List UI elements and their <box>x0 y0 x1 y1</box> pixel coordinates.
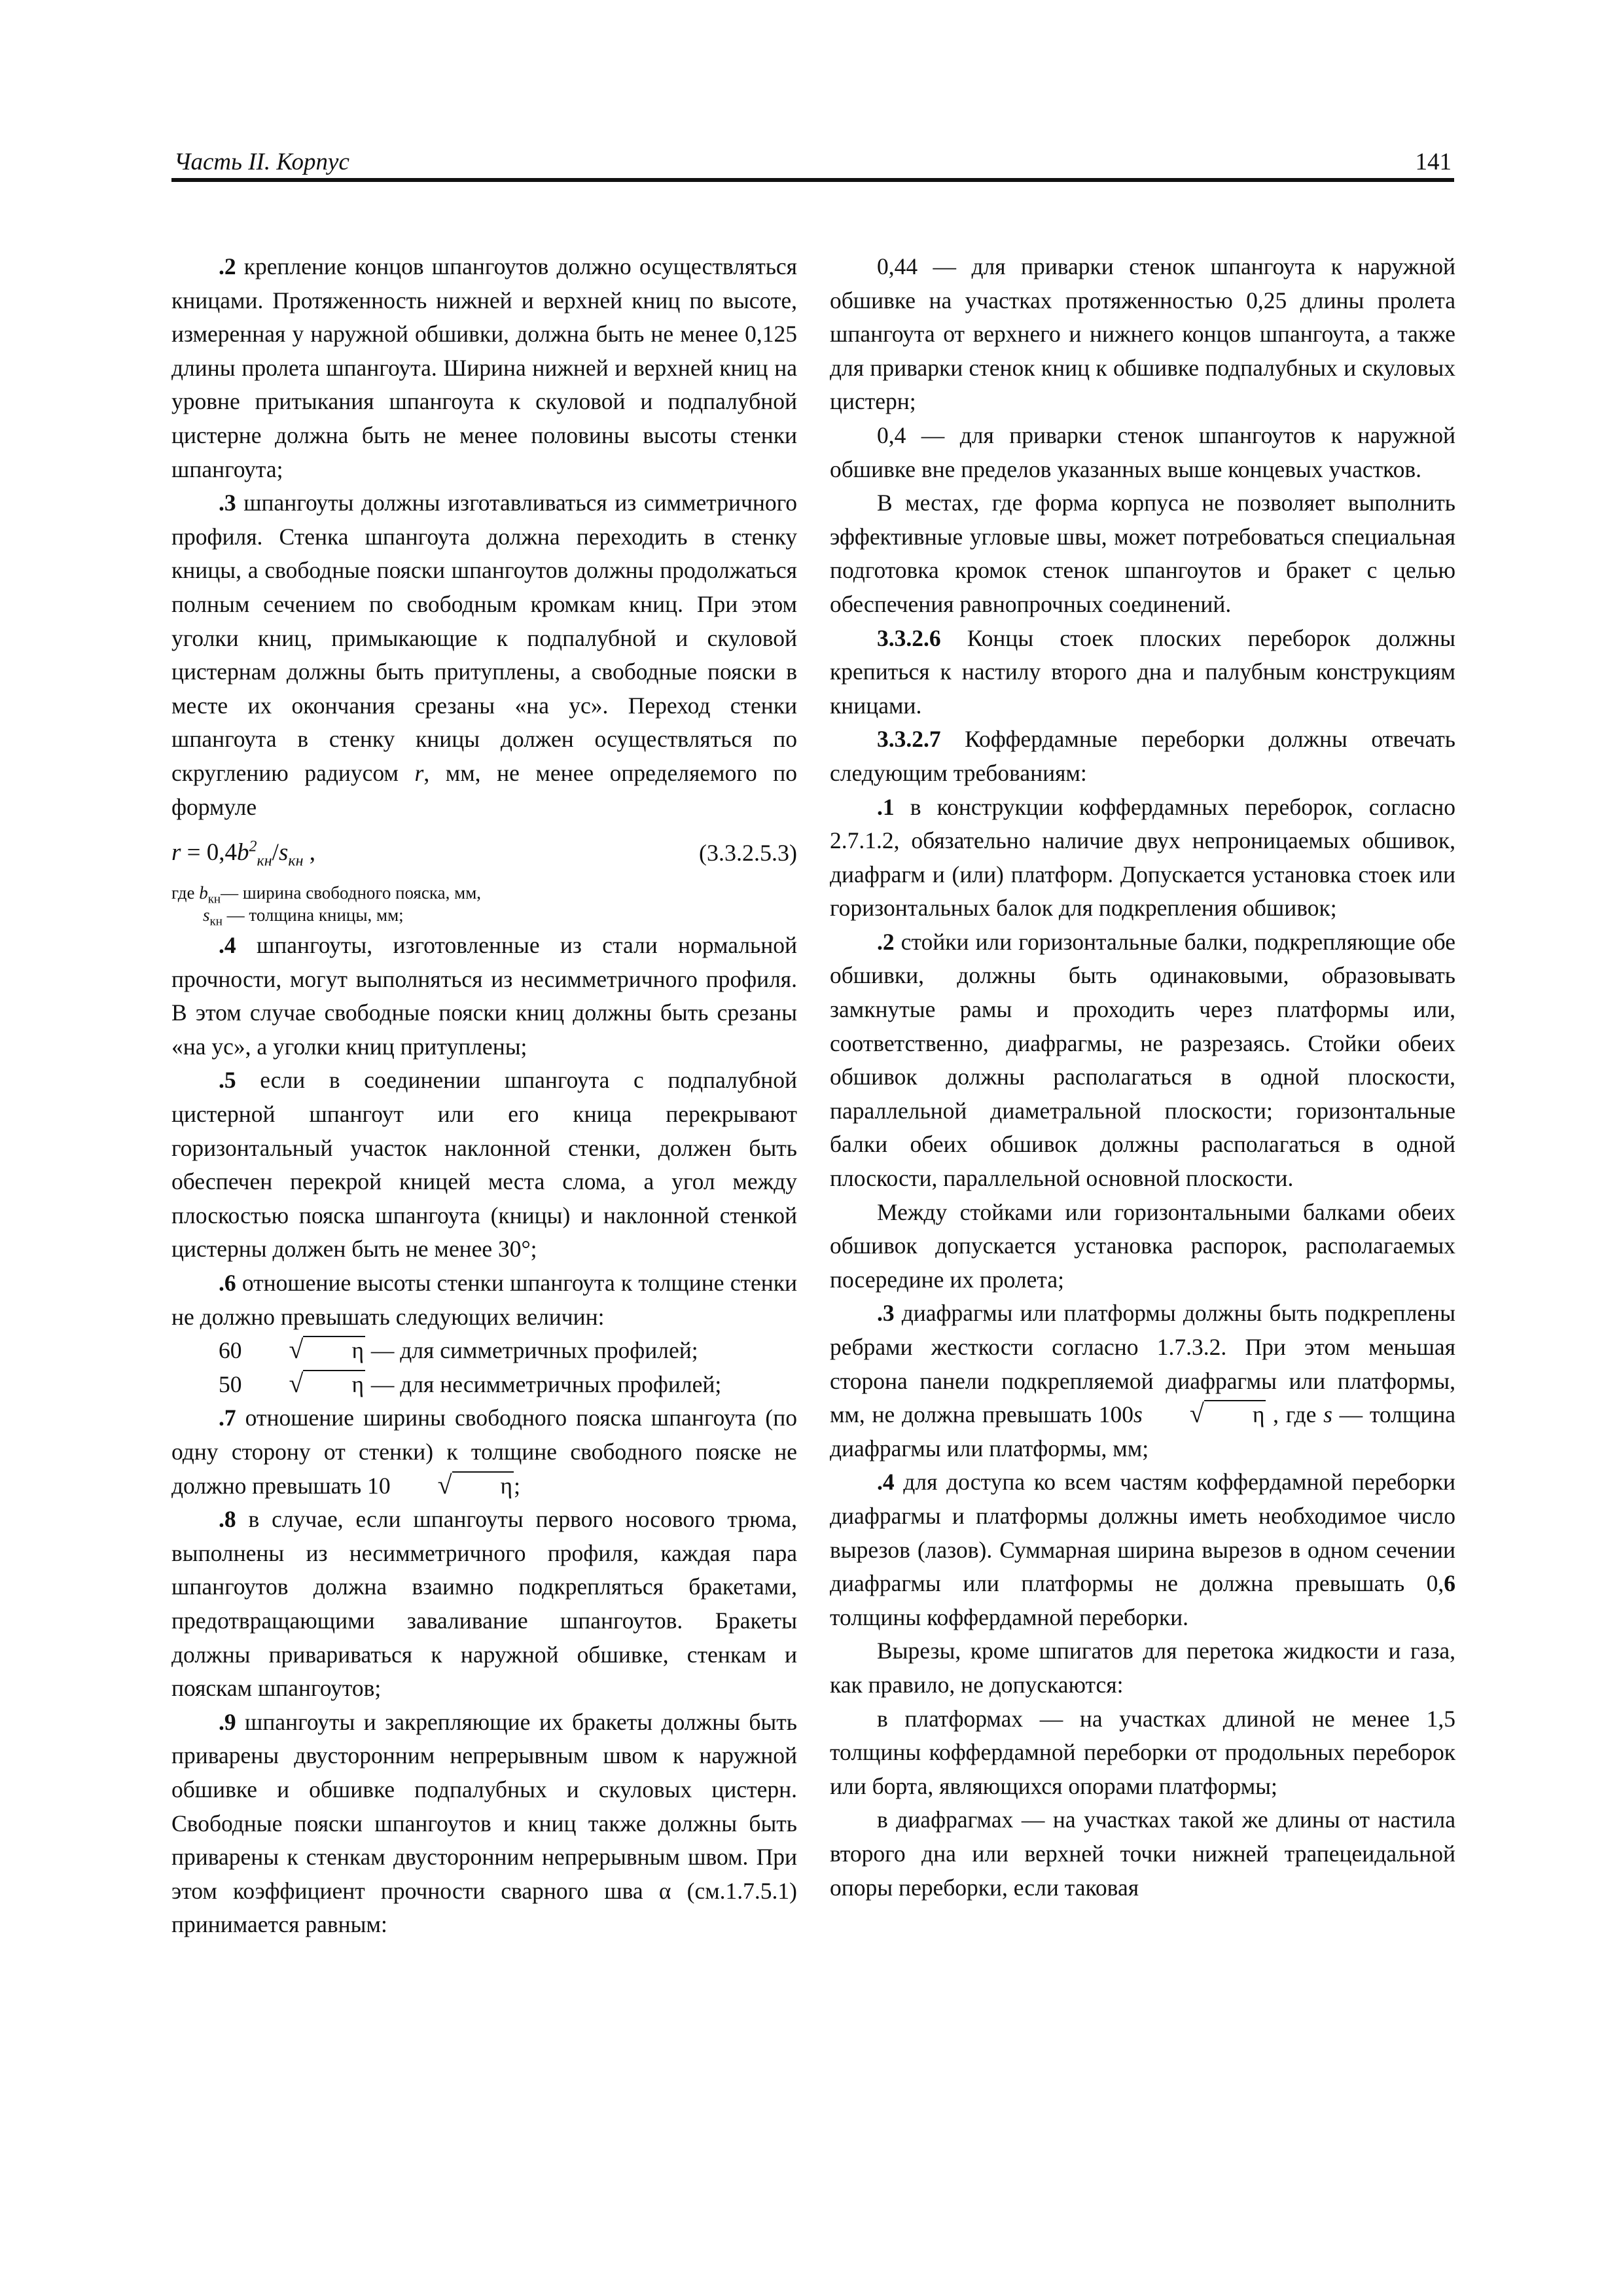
paragraph-fillet-welds: В местах, где форма корпуса не позволяет выполнить эффективные угловые швы, может потребоваться специальная подготовка кромок стенок шпангоутов и бракет с целью обеспечения равнопрочных соединений. <box>830 490 1455 617</box>
legend-line-s <box>171 904 797 929</box>
formula-sub: кн <box>288 852 304 870</box>
item-number: .7 <box>219 1405 236 1431</box>
symbol-r: r <box>414 759 424 786</box>
paragraph-text: если в соединении шпангоута с подпалубной цистерной шпангоут или его кница перекрывают горизонтальный участок наклонной стенки, должен быть обеспечен перекрой кницей места слома, а угол между плоскостью пояска шпангоута (кницы) и наклонной стенкой цистерны должен быть не менее 30°; <box>171 1067 797 1263</box>
limit-asymmetric: 50 √ η — для несимметричных профилей; <box>219 1368 722 1398</box>
formula-slash: / <box>272 839 279 867</box>
limit-text: — для симметричных профилей; <box>365 1337 698 1364</box>
item-number: .8 <box>219 1506 236 1533</box>
legend-desc: — ширина свободного пояска, мм, <box>221 883 482 903</box>
section-3-3-2-6 <box>830 622 1455 723</box>
paragraph-4 <box>171 929 797 1064</box>
paragraph-5 <box>171 1064 797 1266</box>
cofferdam-item-4 <box>830 1465 1455 1634</box>
formula-coef: 0,4 <box>206 839 238 867</box>
item-number: .9 <box>219 1708 236 1735</box>
paragraph-text: , где <box>1266 1401 1324 1428</box>
limit-symmetric: 60 √ η — для симметричных профилей; <box>219 1335 698 1365</box>
legend-line-b <box>171 882 797 904</box>
symbol-alpha: α <box>658 1877 671 1904</box>
formula-3-3-2-5-3 <box>171 833 797 876</box>
header-title: Часть II. Корпус <box>174 149 349 175</box>
section-number: 3.3.2.6 <box>877 624 941 651</box>
coef-044: 0,44 — для приварки стенок шпангоута к наружной обшивке на участках протяженностью 0,25 длины пролета шпангоута от верхнего и нижнего концов шпангоута, а также для приварки стенок книц к обшивке подпалубных и скуловых цистерн; <box>830 253 1455 415</box>
formula-sub: кн <box>257 852 272 870</box>
paragraph-text: крепление концов шпангоутов должно осуществляться кницами. Протяженность нижней и верхней книц по высоте, измеренная у наружной обшивки, должна быть не менее 0,125 длины пролета шпангоута. Ширина нижней и верхней книц на уровне притыкания шпангоута к скуловой и подпалубной цистерне должна быть не менее половины высоты стенки шпангоута; <box>171 253 797 482</box>
paragraph-text: — толщина диафрагмы или платформы, мм; <box>830 1401 1455 1462</box>
paragraph-text: , мм, не менее определяемого по формуле <box>171 759 797 820</box>
limit-coef: 10 <box>367 1472 391 1499</box>
section-number: 3.3.2.7 <box>877 726 941 753</box>
paragraph-3 <box>171 486 797 824</box>
sqrt-radicand: η <box>303 1370 365 1397</box>
formula-b: b <box>237 839 249 867</box>
legend-symbol: s <box>203 905 210 925</box>
paragraph-text: толщины коффердамной переборки. <box>830 1604 1188 1630</box>
legend-prefix: где <box>171 883 200 903</box>
cofferdam-item-2 <box>830 925 1455 1196</box>
paragraph-9 <box>171 1706 797 1942</box>
paragraph-text: ; <box>514 1472 520 1499</box>
item-number: .2 <box>219 253 236 279</box>
paragraph-2 <box>171 250 797 486</box>
paragraph-text: Концы стоек плоских переборок должны крепиться к настилу второго дна и палубным конструкциям кницами. <box>830 624 1455 719</box>
limit-coef: 60 <box>219 1337 242 1364</box>
paragraph-text: диафрагмы или платформы должны быть подкреплены ребрами жесткости согласно 1.7.3.2. При этом меньшая сторона панели подкрепляемой диафрагмы или платформы, мм, не должна превышать <box>830 1300 1455 1428</box>
paragraph-text: для доступа ко всем частям коффердамной переборки диафрагмы и платформы должны иметь необходимое число вырезов (лазов). Суммарная ширина вырезов в одном сечении диафрагмы или платформы не должна превышать 0, <box>830 1469 1455 1597</box>
paragraph-text: (см.1.7.5.1) принимается равным: <box>171 1877 797 1938</box>
item-number: .4 <box>877 1469 895 1496</box>
formula-lhs: r <box>171 839 181 867</box>
sqrt-radicand: η <box>452 1471 514 1499</box>
paragraph-text: отношение высоты стенки шпангоута к толщине стенки не должно превышать следующих величин: <box>171 1270 797 1330</box>
bold-digit: 6 <box>1444 1570 1455 1597</box>
sqrt-radicand: η <box>1204 1400 1266 1427</box>
paragraph-6 <box>171 1266 797 1334</box>
paragraph-8 <box>171 1503 797 1706</box>
formula-number: (3.3.2.5.3) <box>699 840 797 867</box>
item-number: .3 <box>877 1300 895 1327</box>
legend-sub: кн <box>207 892 221 906</box>
cofferdam-item-3: .3 диафрагмы или платформы должны быть подкреплены ребрами жесткости согласно 1.7.3.2. При этом меньшая сторона панели подкрепляемой диафрагмы или платформы, мм, не должна превышать 100s √ η , где s — толщина диафрагмы или платформы, мм; <box>830 1300 1455 1462</box>
formula-s: s <box>278 839 289 867</box>
section-3-3-2-7 <box>830 723 1455 790</box>
symbol-s: s <box>1133 1401 1143 1428</box>
paragraph-text: Коффердамные переборки должны отвечать следующим требованиям: <box>830 726 1455 786</box>
paragraph-text: в случае, если шпангоуты первого носового трюма, выполнены из несимметричного профиля, каждая пара шпангоутов должна взаимно подкрепляться бракетами, предотвращающими заваливание шпангоутов. Бракеты должны привариваться к наружной обшивке, стенкам и пояскам шпангоутов; <box>171 1506 797 1702</box>
page-header <box>171 145 1454 179</box>
paragraph-text: шпангоуты должны изготавливаться из симметричного профиля. Стенка шпангоута должна переходить в стенку кницы, а свободные пояски шпангоутов должны продолжаться полным сечением по свободным кромкам книц. При этом уголки книц, примыкающие к подпалубной и скуловой цистернам должны быть притуплены, а свободные пояски в месте их окончания срезаны «на ус». Переход стенки шпангоута в стенку кницы должен осуществляться по скруглению радиусом <box>171 490 797 786</box>
symbol-s: s <box>1323 1401 1332 1428</box>
item-number: .1 <box>877 793 895 820</box>
cofferdam-item-1 <box>830 791 1455 925</box>
legend-desc: — толщина кницы, мм; <box>222 905 404 925</box>
legend-sub: кн <box>209 914 223 929</box>
item-number: .4 <box>219 932 236 959</box>
item-number: .3 <box>219 490 236 516</box>
paragraph-7: .7 отношение ширины свободного пояска шпангоута (по одну сторону от стенки) к толщине свободного пояске не должно превышать 10 √ η; <box>171 1405 797 1499</box>
paragraph-diaphragms: в диафрагмах — на участках такой же длины от настила второго дна или верхней точки нижней трапецеидальной опоры переборки, если таковая <box>830 1806 1455 1901</box>
paragraph-text: отношение ширины свободного пояска шпангоута (по одну сторону от стенки) к толщине свободного пояске не должно превышать <box>171 1405 797 1499</box>
paragraph-text: шпангоуты и закрепляющие их бракеты должны быть приварены двусторонним непрерывным швом к наружной обшивке и обшивке подпалубных и скуловых цистерн. Свободные пояски шпангоутов и книц также должны быть приварены к стенкам двусторонним непрерывным швом. При этом коэффициент прочности сварного шва <box>171 1708 797 1904</box>
legend-symbol: b <box>199 883 208 903</box>
limit-coef: 100 <box>1098 1401 1134 1428</box>
item-number: .5 <box>219 1067 236 1094</box>
paragraph-text: шпангоуты, изготовленные из стали нормальной прочности, могут выполняться из несимметричного профиля. В этом случае свободные пояски книц должны быть срезаны «на ус», а уголки книц притуплены; <box>171 932 797 1060</box>
paragraph-struts: Между стойками или горизонтальными балками обеих обшивок допускается установка распорок, располагаемых посередине их пролета; <box>830 1198 1455 1293</box>
left-column <box>171 250 797 1942</box>
formula-eq: = <box>181 839 207 867</box>
page-number: 141 <box>1415 149 1452 175</box>
sqrt-radicand: η <box>303 1336 365 1363</box>
formula-power: 2 <box>249 838 257 855</box>
item-number: .2 <box>877 928 895 955</box>
limit-coef: 50 <box>219 1371 242 1397</box>
limit-text: — для несимметричных профилей; <box>365 1371 722 1397</box>
paragraph-text: в конструкции коффердамных переборок, согласно 2.7.1.2, обязательно наличие двух непроницаемых обшивок, диафрагм и (или) платформ. Допускается установка стоек или горизонтальных балок для подкрепления обшивок; <box>830 793 1455 922</box>
item-number: .6 <box>219 1270 236 1297</box>
paragraph-platforms: в платформах — на участках длиной не менее 1,5 толщины коффердамной переборки от продольных переборок или борта, являющихся опорами платформы; <box>830 1705 1455 1799</box>
coef-04: 0,4 — для приварки стенок шпангоутов к наружной обшивке вне пределов указанных выше концевых участков. <box>830 422 1455 482</box>
right-column <box>830 250 1455 1905</box>
formula <box>171 833 315 872</box>
formula-tail: , <box>303 839 315 867</box>
formula-legend <box>171 882 797 929</box>
paragraph-cutouts: Вырезы, кроме шпигатов для перетока жидкости и газа, как правило, не допускаются: <box>830 1638 1455 1698</box>
header-rule <box>171 178 1454 182</box>
paragraph-text: стойки или горизонтальные балки, подкрепляющие обе обшивки, должны быть одинаковыми, образовывать замкнутые рамы и проходить через платформы или, соответственно, диафрагмы, не разрезаясь. Стойки обеих обшивок должны располагаться в одной плоскости, параллельной диаметральной плоскости; горизонтальные балки обеих обшивок должны располагаться в одной плоскости, параллельной основной плоскости. <box>830 928 1455 1192</box>
